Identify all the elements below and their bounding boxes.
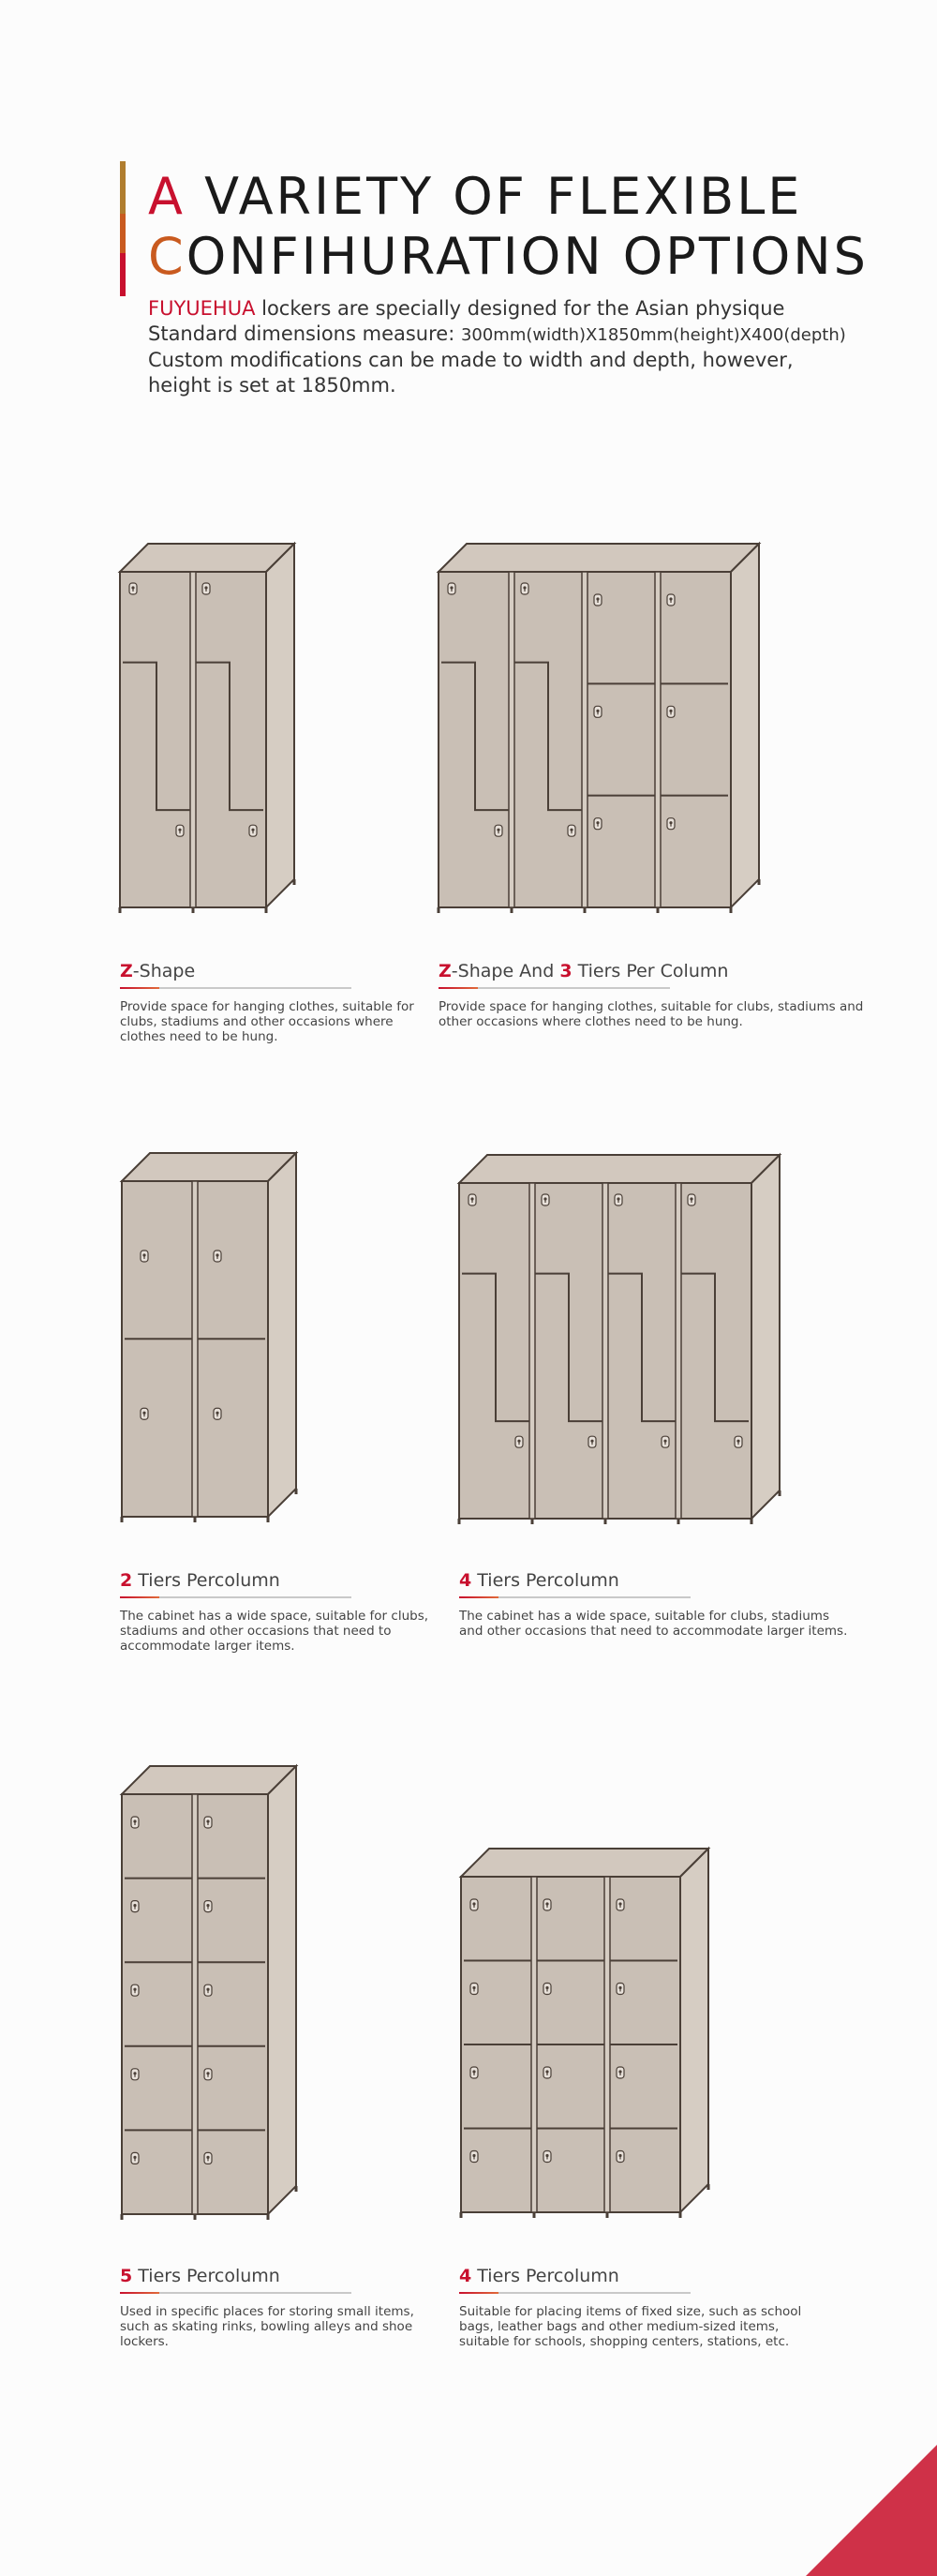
lock-icon bbox=[131, 2152, 139, 2164]
product-title-text: Tiers Percolumn bbox=[132, 1570, 280, 1591]
product-caption-z-shape bbox=[120, 961, 420, 1044]
product-title-prefix: Z bbox=[439, 961, 452, 981]
cabinet-top bbox=[122, 1766, 296, 1794]
product-description: The cabinet has a wide space, suitable for clubs, stadiums and other occasions that need to accommodate larger items. bbox=[120, 1609, 429, 1654]
title-accent-bar-red bbox=[120, 253, 126, 296]
lock-icon bbox=[521, 583, 528, 594]
product-title-prefix: Z bbox=[120, 961, 133, 981]
lock-icon bbox=[667, 594, 675, 606]
lock-icon bbox=[594, 706, 602, 717]
product-description: Suitable for placing items of fixed size, such as school bags, leather bags and other medium-sized items, suitable for schools, shopping centers, stations, etc. bbox=[459, 2304, 802, 2349]
lock-icon bbox=[667, 706, 675, 717]
lock-icon bbox=[470, 1984, 478, 1995]
4-column-z-shape-locker-icon bbox=[459, 1155, 783, 1524]
lock-icon bbox=[688, 1194, 695, 1206]
lock-icon bbox=[131, 1817, 139, 1828]
title-accent-bar-orange bbox=[120, 214, 126, 253]
page-title-line-1 bbox=[148, 169, 802, 225]
column-divider bbox=[582, 572, 587, 907]
4-tier-3-column-locker-icon bbox=[461, 1849, 712, 2218]
product-title-prefix: 4 bbox=[459, 2266, 472, 2286]
lock-icon bbox=[204, 1901, 212, 1912]
z-shape-locker-icon bbox=[120, 544, 298, 913]
lock-icon bbox=[131, 1984, 139, 1996]
5-tier-locker-icon bbox=[122, 1766, 300, 2220]
lock-icon bbox=[543, 1899, 551, 1910]
product-title bbox=[120, 2266, 429, 2286]
cabinet-top bbox=[120, 544, 294, 572]
lock-icon bbox=[617, 2067, 624, 2078]
product-caption-4-tiers-z bbox=[459, 1570, 853, 1639]
column-divider bbox=[192, 1794, 198, 2214]
lock-icon bbox=[662, 1436, 669, 1447]
intro-dimensions-label: Standard dimensions measure: bbox=[148, 322, 461, 345]
product-description: Provide space for hanging clothes, suitable for clubs, stadiums and other occasions where clothes need to be hung. bbox=[120, 999, 414, 1044]
2-tier-locker-icon bbox=[122, 1153, 300, 1522]
lock-icon bbox=[448, 583, 455, 594]
product-title-number: 3 bbox=[559, 961, 573, 981]
lock-icon bbox=[468, 1194, 476, 1206]
lock-icon bbox=[617, 2151, 624, 2163]
product-title-prefix: 4 bbox=[459, 1570, 472, 1591]
title-initial-a: A bbox=[148, 167, 186, 226]
lock-icon bbox=[495, 825, 502, 836]
lock-icon bbox=[249, 825, 257, 836]
z-shape-and-3-tier-locker-icon bbox=[439, 544, 763, 913]
lock-icon bbox=[617, 1984, 624, 1995]
title-line-1-text: VARIETY OF FLEXIBLE bbox=[185, 167, 803, 226]
page-title-line-2 bbox=[148, 229, 869, 285]
lock-icon bbox=[615, 1194, 622, 1206]
title-underline bbox=[120, 1596, 351, 1598]
product-title-prefix: 2 bbox=[120, 1570, 133, 1591]
cabinet-top bbox=[439, 544, 759, 572]
lock-icon bbox=[470, 2151, 478, 2163]
column-divider bbox=[509, 572, 514, 907]
lock-icon bbox=[594, 818, 602, 830]
intro-paragraph bbox=[148, 296, 860, 398]
intro-line-2 bbox=[148, 322, 860, 348]
intro-line-4: height is set at 1850mm. bbox=[148, 374, 396, 397]
product-title bbox=[120, 961, 420, 981]
intro-line-3: Custom modifications can be made to width and depth, however, bbox=[148, 349, 794, 371]
intro-line-1 bbox=[148, 296, 860, 322]
cabinet-side bbox=[268, 1153, 296, 1517]
title-underline bbox=[459, 1596, 691, 1598]
lock-icon bbox=[202, 583, 210, 594]
product-title bbox=[459, 1570, 853, 1591]
title-underline bbox=[459, 2292, 691, 2294]
lock-icon bbox=[542, 1194, 549, 1206]
cabinet-side bbox=[266, 544, 294, 907]
lock-icon bbox=[214, 1251, 221, 1262]
lock-icon bbox=[176, 825, 184, 836]
cabinet-side bbox=[751, 1155, 780, 1519]
product-caption-5-tiers bbox=[120, 2266, 429, 2349]
intro-line-1-text: lockers are specially designed for the Asian physique bbox=[255, 297, 785, 320]
column-divider bbox=[190, 572, 196, 907]
lock-icon bbox=[204, 1984, 212, 1996]
lock-icon bbox=[470, 1899, 478, 1910]
title-underline bbox=[120, 2292, 351, 2294]
product-title-text: Tiers Percolumn bbox=[471, 2266, 619, 2286]
cabinet-side bbox=[268, 1766, 296, 2214]
lock-icon bbox=[594, 594, 602, 606]
column-divider bbox=[676, 1183, 681, 1519]
lock-icon bbox=[568, 825, 575, 836]
lock-icon bbox=[204, 2069, 212, 2080]
lock-icon bbox=[204, 1817, 212, 1828]
product-description: Provide space for hanging clothes, suitable for clubs, stadiums and other occasions where clothes need to be hung. bbox=[439, 999, 864, 1029]
cabinet-top bbox=[461, 1849, 708, 1877]
cabinet-top bbox=[122, 1153, 296, 1181]
lock-icon bbox=[129, 583, 137, 594]
lock-icon bbox=[141, 1408, 148, 1419]
lock-icon bbox=[617, 1899, 624, 1910]
product-title-text: -Shape bbox=[132, 961, 196, 981]
decorative-corner-triangle bbox=[806, 2445, 937, 2576]
brand-name: FUYUEHUA bbox=[148, 297, 256, 320]
title-accent-bar-gold bbox=[120, 161, 126, 214]
title-initial-c: C bbox=[148, 227, 186, 286]
product-title-text: Tiers Percolumn bbox=[471, 1570, 619, 1591]
lock-icon bbox=[515, 1436, 523, 1447]
product-title bbox=[439, 961, 870, 981]
title-underline bbox=[439, 987, 670, 989]
product-caption-2-tiers bbox=[120, 1570, 429, 1654]
product-description: Used in specific places for storing small items, such as skating rinks, bowling alleys and shoe lockers. bbox=[120, 2304, 414, 2349]
column-divider bbox=[531, 1877, 537, 2212]
lock-icon bbox=[470, 2067, 478, 2078]
lock-icon bbox=[667, 818, 675, 830]
cabinet-side bbox=[680, 1849, 708, 2212]
product-title bbox=[459, 2266, 806, 2286]
lock-icon bbox=[214, 1408, 221, 1419]
lock-icon bbox=[735, 1436, 742, 1447]
title-underline bbox=[120, 987, 351, 989]
lock-icon bbox=[204, 2152, 212, 2164]
cabinet-top bbox=[459, 1155, 780, 1183]
lock-icon bbox=[588, 1436, 596, 1447]
column-divider bbox=[655, 572, 661, 907]
title-line-2-text: ONFIHURATION OPTIONS bbox=[186, 227, 869, 286]
column-divider bbox=[604, 1877, 610, 2212]
product-description: The cabinet has a wide space, suitable for clubs, stadiums and other occasions that need to accommodate larger items. bbox=[459, 1609, 848, 1639]
lock-icon bbox=[131, 1901, 139, 1912]
lock-icon bbox=[543, 2067, 551, 2078]
lock-icon bbox=[543, 2151, 551, 2163]
product-title-prefix: 5 bbox=[120, 2266, 133, 2286]
column-divider bbox=[529, 1183, 535, 1519]
column-divider bbox=[192, 1181, 198, 1517]
product-title-middle: -Shape And bbox=[451, 961, 560, 981]
lock-icon bbox=[543, 1984, 551, 1995]
product-title-text: Tiers Per Column bbox=[572, 961, 729, 981]
lock-icon bbox=[141, 1251, 148, 1262]
cabinet-side bbox=[731, 544, 759, 907]
product-title bbox=[120, 1570, 429, 1591]
intro-dimensions-value: 300mm(width)X1850mm(height)X400(depth) bbox=[460, 325, 846, 345]
product-caption-z-shape-3-tier bbox=[439, 961, 870, 1029]
product-title-text: Tiers Percolumn bbox=[132, 2266, 280, 2286]
column-divider bbox=[602, 1183, 608, 1519]
lock-icon bbox=[131, 2069, 139, 2080]
product-caption-4-tiers-3-col bbox=[459, 2266, 806, 2349]
